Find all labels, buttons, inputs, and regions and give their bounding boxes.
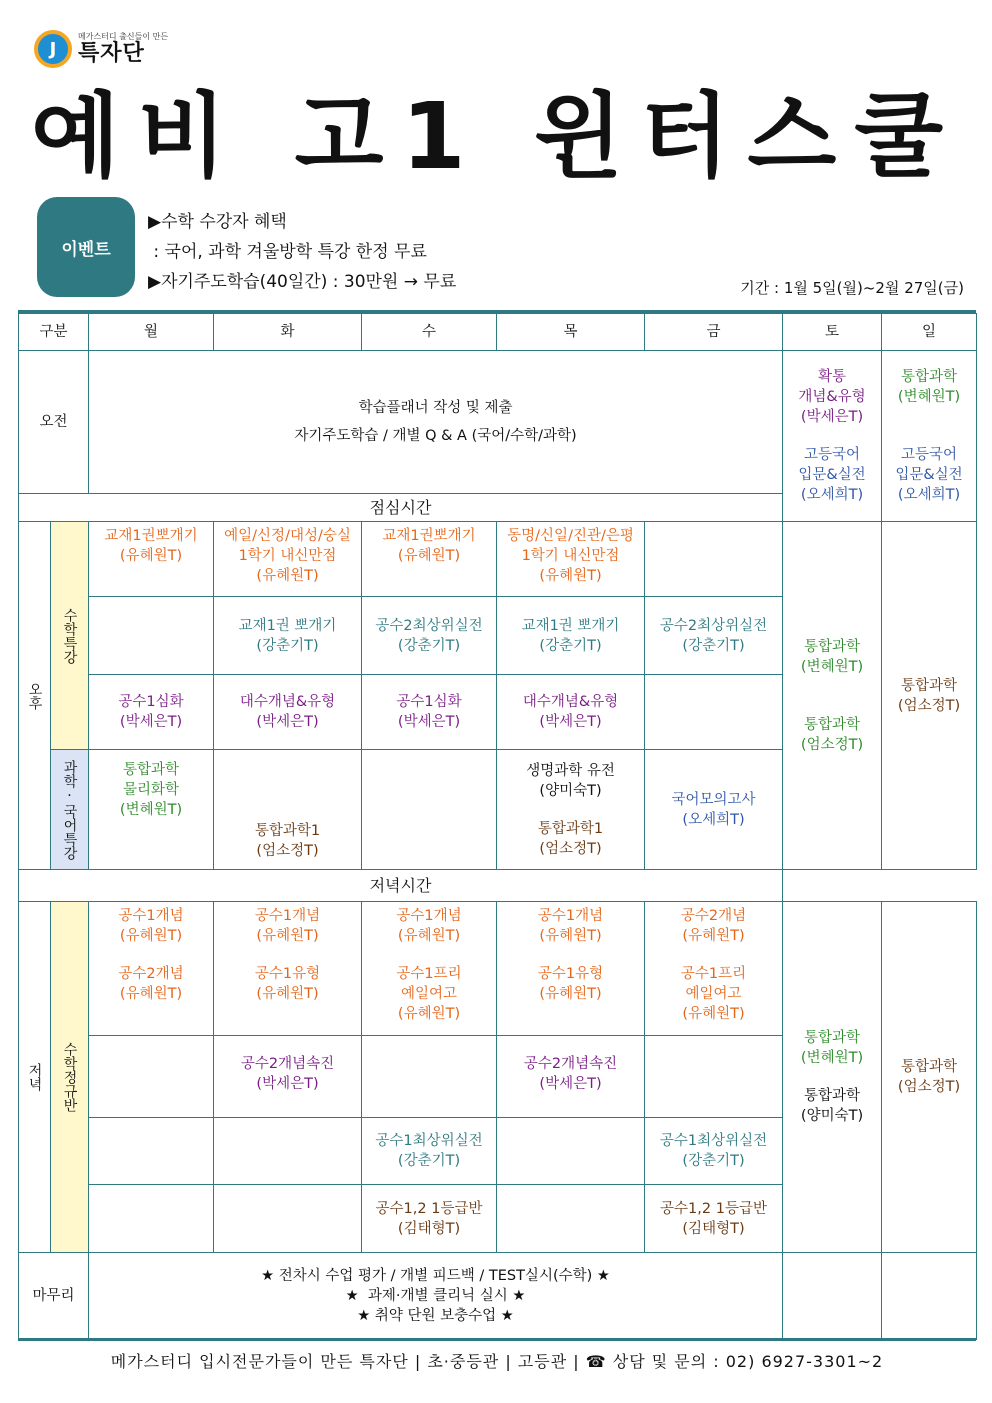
afternoon-label: 오후 (19, 522, 51, 870)
sun-morning: 통합과학 (변혜원T) 고등국어 입문&실전 (오세희T) (882, 351, 977, 522)
class-cell: 교재1권 뽀개기 (강춘기T) (214, 597, 362, 675)
class-cell-empty (89, 1118, 214, 1185)
class-cell: 교재1권 뽀개기 (강춘기T) (497, 597, 645, 675)
class-cell-empty (645, 522, 783, 597)
class-cell: 동명/신일/진관/은평 1학기 내신만점 (유혜원T) (497, 522, 645, 597)
class-cell-empty (362, 1036, 497, 1118)
header-cell: 구분 (19, 314, 89, 351)
morning-line: 자기주도학습 / 개별 Q & A (국어/수학/과학) (294, 428, 577, 444)
class-cell-empty (214, 1185, 362, 1253)
class-cell: 대수개념&유형 (박세은T) (214, 675, 362, 750)
class-cell-empty (497, 1118, 645, 1185)
class-cell: 공수2최상위실전 (강춘기T) (362, 597, 497, 675)
sat-evening: 통합과학 (변혜원T) 통합과학 (양미숙T) (783, 902, 882, 1253)
math-regular-label: 수학정규반 (51, 902, 89, 1253)
lunch-label: 점심시간 (19, 494, 783, 522)
class-cell: 공수1,2 1등급반 (김태형T) (645, 1185, 783, 1253)
evening-row (19, 902, 977, 1036)
class-cell: 생명과학 유전 (양미숙T) 통합과학1 (엄소정T) (497, 750, 645, 870)
class-cell-empty (89, 597, 214, 675)
event-badge: 이벤트 (37, 197, 135, 297)
class-cell: 교재1권뽀개기 (유혜원T) (362, 522, 497, 597)
class-cell-empty (89, 1185, 214, 1253)
header-cell: 화 (214, 314, 362, 351)
class-cell: 공수1개념 (유혜원T) 공수1유형 (유혜원T) (214, 902, 362, 1036)
header-row (19, 314, 977, 351)
event-line: ▶자기주도학습(40일간) : 30만원 → 무료 (148, 272, 457, 292)
sat-wrapup-empty (783, 1253, 882, 1340)
class-cell-empty (89, 1036, 214, 1118)
class-cell: 공수1,2 1등급반 (김태형T) (362, 1185, 497, 1253)
class-cell: 예일/신정/대성/숭실 1학기 내신만점 (유혜원T) (214, 522, 362, 597)
period-text: 기간 : 1월 5일(월)~2월 27일(금) (740, 279, 964, 297)
evening-label: 저녁 (19, 902, 51, 1253)
class-cell: 공수2최상위실전 (강춘기T) (645, 597, 783, 675)
logo-mark-icon: J (34, 30, 72, 68)
class-cell: 공수1개념 (유혜원T) 공수1프리 예일여고 (유혜원T) (362, 902, 497, 1036)
morning-label: 오전 (19, 351, 89, 494)
class-cell: 공수1최상위실전 (강춘기T) (645, 1118, 783, 1185)
header-cell: 토 (783, 314, 882, 351)
header-cell: 수 (362, 314, 497, 351)
sun-wrapup-empty (882, 1253, 977, 1340)
wrapup-row (19, 1253, 977, 1340)
class-cell: 통합과학 물리화학 (변혜원T) (89, 750, 214, 870)
header-cell: 금 (645, 314, 783, 351)
math-special-label: 수학특강 (51, 522, 89, 750)
class-cell: 대수개념&유형 (박세은T) (497, 675, 645, 750)
wrapup-content: ★ 전차시 수업 평가 / 개별 피드백 / TEST실시(수학) ★ ★ 과제·개별 클리닉 실시 ★ ★ 취약 단원 보충수업 ★ (89, 1253, 783, 1340)
morning-line: 학습플래너 작성 및 제출 (358, 400, 513, 416)
page-title: 예비 고1 윈터스쿨 (30, 83, 962, 190)
class-cell: 공수1최상위실전 (강춘기T) (362, 1118, 497, 1185)
class-cell: 공수2개념속진 (박세은T) (497, 1036, 645, 1118)
class-cell: 공수1개념 (유혜원T) 공수2개념 (유혜원T) (89, 902, 214, 1036)
header-cell: 월 (89, 314, 214, 351)
logo-name: 특자단 (78, 41, 145, 66)
class-cell-empty (362, 750, 497, 870)
class-cell-empty (645, 675, 783, 750)
logo (34, 30, 168, 68)
sci-kor-special-label: 과학·국어특강 (51, 750, 89, 870)
class-cell: 공수1심화 (박세은T) (362, 675, 497, 750)
class-cell-empty (497, 1185, 645, 1253)
dinner-label: 저녁시간 (19, 870, 783, 902)
header-cell: 목 (497, 314, 645, 351)
event-line: ▶수학 수강자 혜택 (148, 212, 287, 232)
sat-afternoon: 통합과학 (변혜원T) 통합과학 (엄소정T) (783, 522, 882, 870)
event-text (148, 207, 456, 297)
morning-content (89, 351, 783, 494)
class-cell: 공수1개념 (유혜원T) 공수1유형 (유혜원T) (497, 902, 645, 1036)
class-cell: 국어모의고사 (오세희T) (645, 750, 783, 870)
class-cell: 교재1권뽀개기 (유혜원T) (89, 522, 214, 597)
dinner-row (19, 870, 977, 902)
footer-text: 메가스터디 입시전문가들이 만든 특자단 | 초·중등관 | 고등관 | ☎ 상담 및 문의 : 02) 6927-3301~2 (110, 1352, 884, 1371)
logo-tagline: 메가스터디 출신들이 만든 (78, 32, 169, 41)
sun-evening: 통합과학 (엄소정T) (882, 902, 977, 1253)
afternoon-row (19, 522, 977, 597)
class-cell-empty (214, 1118, 362, 1185)
class-cell: 공수2개념 (유혜원T) 공수1프리 예일여고 (유혜원T) (645, 902, 783, 1036)
morning-row (19, 351, 977, 494)
sun-afternoon: 통합과학 (엄소정T) (882, 522, 977, 870)
wrapup-label: 마무리 (19, 1253, 89, 1340)
sat-morning: 확통 개념&유형 (박세은T) 고등국어 입문&실전 (오세희T) (783, 351, 882, 522)
class-cell: 공수2개념속진 (박세은T) (214, 1036, 362, 1118)
bottom-divider (18, 1338, 976, 1341)
class-cell: 공수1심화 (박세은T) (89, 675, 214, 750)
class-cell: 통합과학1 (엄소정T) (214, 750, 362, 870)
class-cell-empty (645, 1036, 783, 1118)
schedule-table (18, 313, 977, 1340)
header-cell: 일 (882, 314, 977, 351)
event-line: : 국어, 과학 겨울방학 특강 한정 무료 (148, 242, 427, 262)
